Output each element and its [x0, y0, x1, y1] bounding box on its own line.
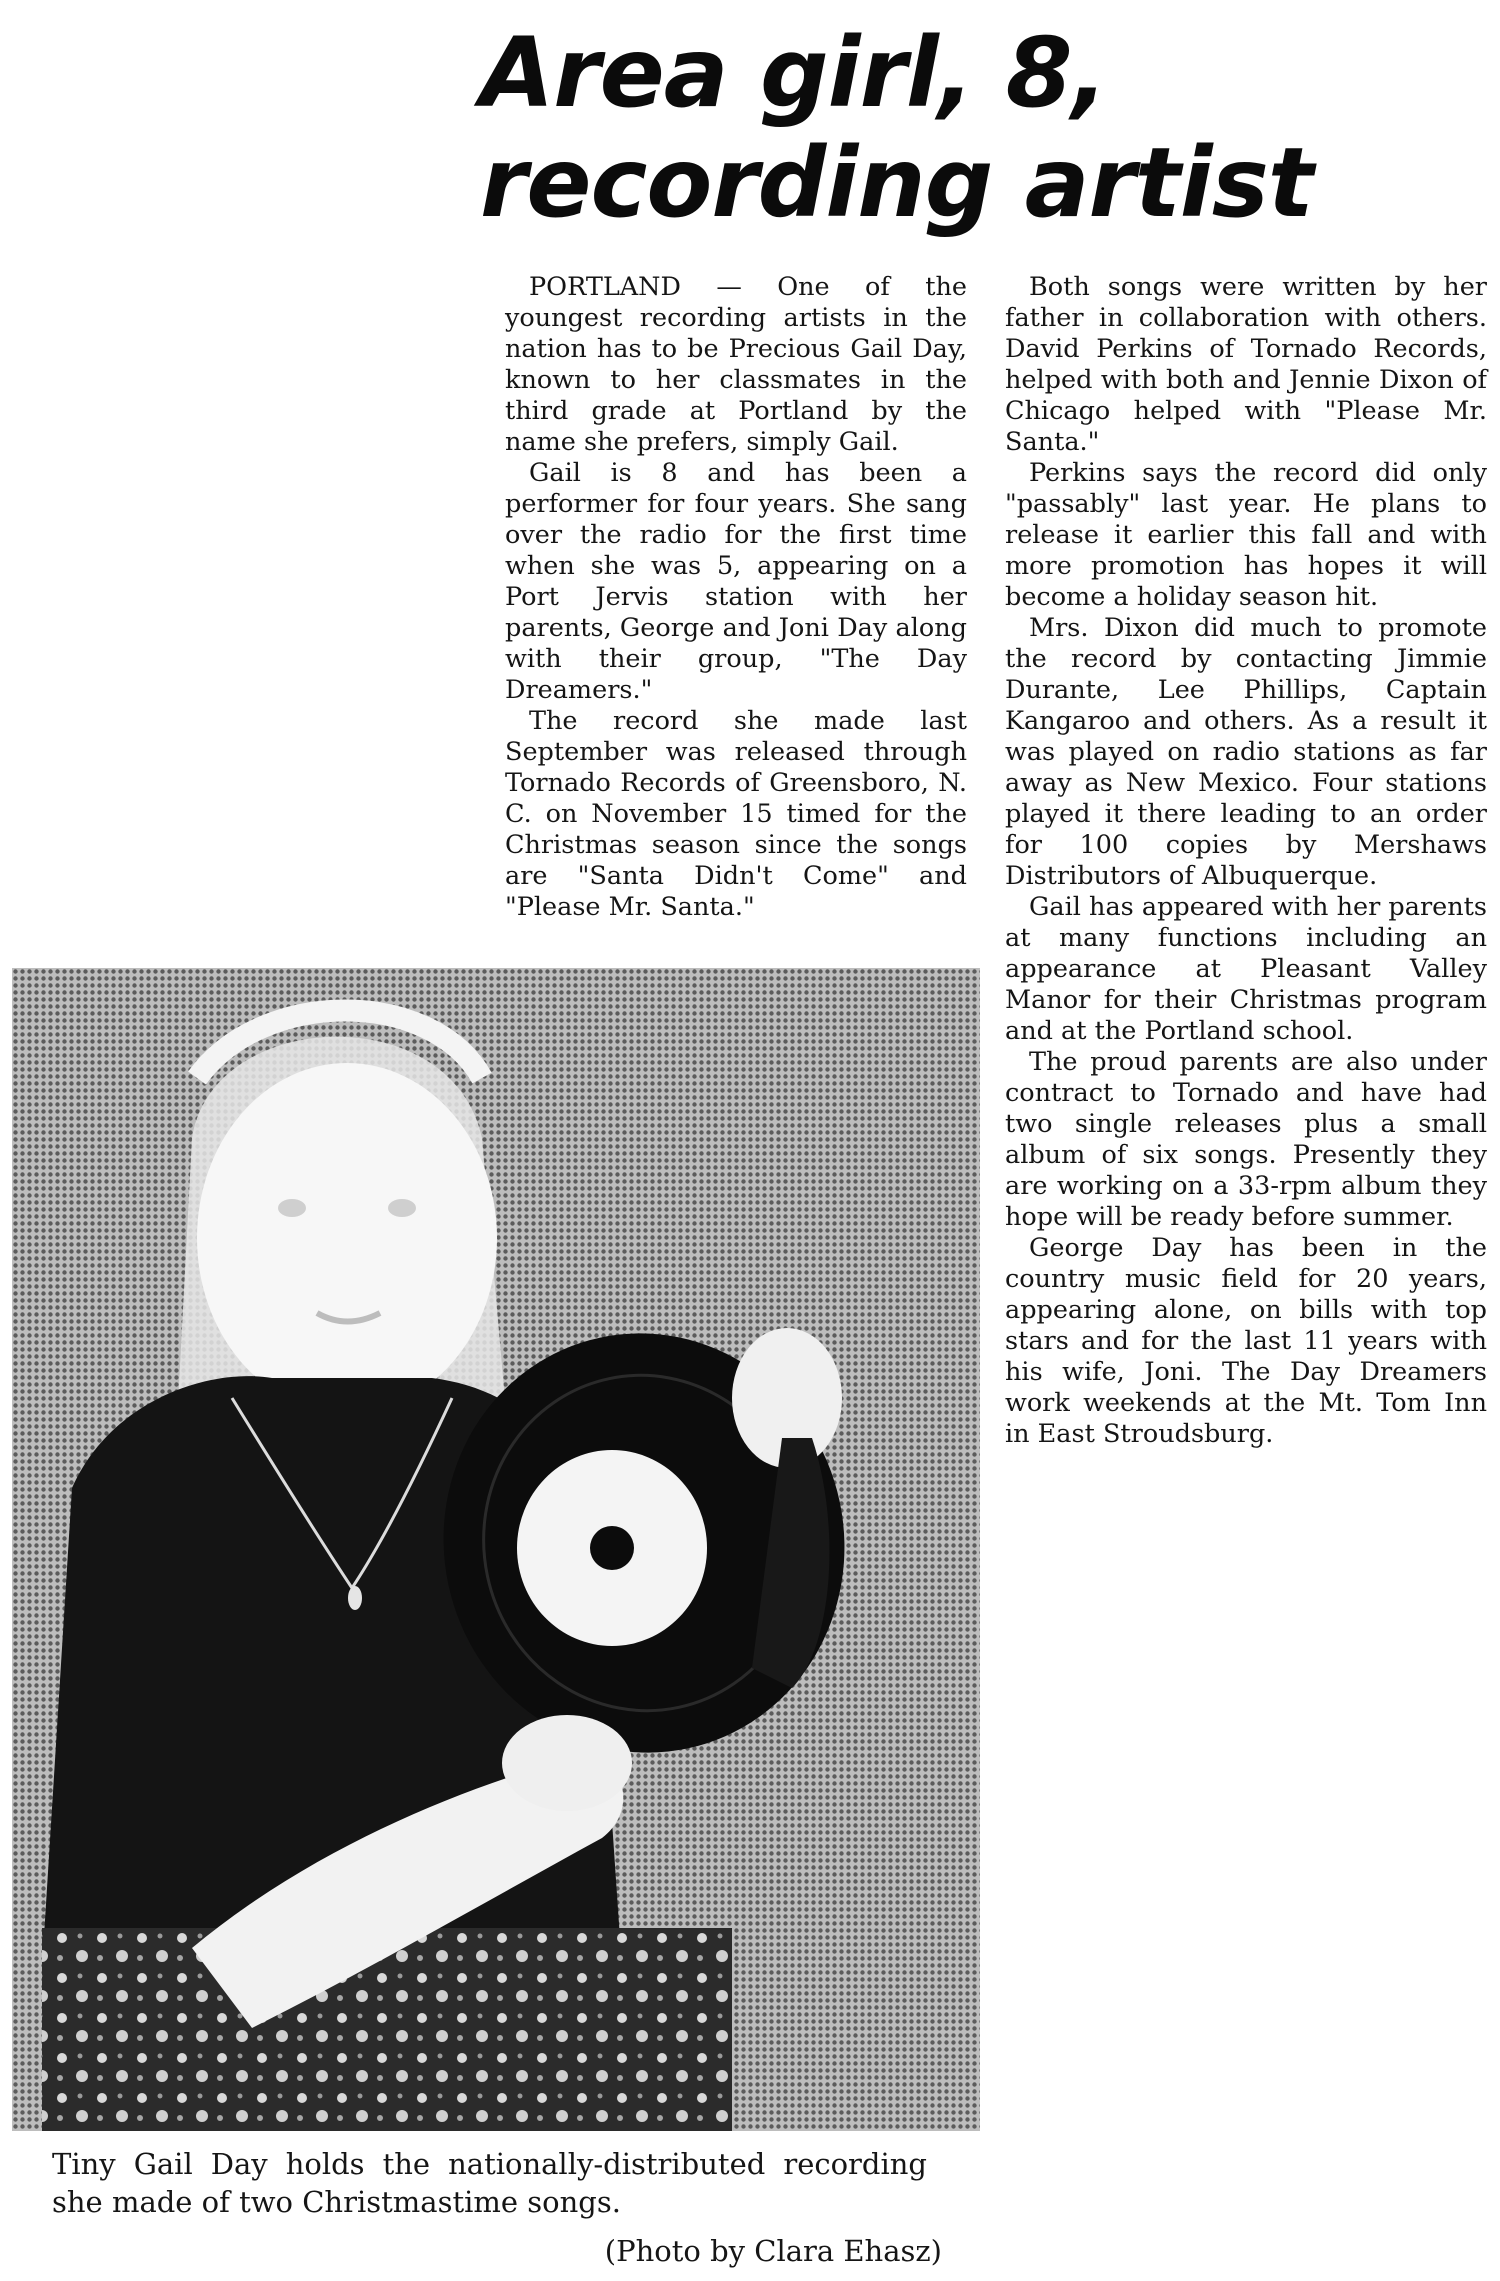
headline-line-2: recording artist	[480, 127, 1313, 239]
paragraph: Perkins says the record did only "passably" last year. He plans to release it earlier this fall and with more promotion has hopes it will become a holiday season hit.	[1005, 458, 1487, 612]
article-column-right	[1005, 272, 1487, 1450]
paragraph: The proud parents are also under contract to Tornado and have had two single releases plus a small album of six songs. Presently they are working on a 33-rpm album they hope will be ready before summer.	[1005, 1047, 1487, 1232]
photo-girl-with-record	[12, 968, 980, 2131]
paragraph: Mrs. Dixon did much to promote the record by contacting Jimmie Durante, Lee Phillips, Captain Kangaroo and others. As a result it was played on radio stations as far away as New Mexico. Four stations played it there leading to an order for 100 copies by Mershaws Distributors of Albuquerque.	[1005, 613, 1487, 891]
paragraph: PORTLAND — One of the youngest recording artists in the nation has to be Precious Gail Day, known to her classmates in the third grade at Portland by the name she prefers, simply Gail.	[505, 272, 967, 457]
article-column-left	[505, 272, 967, 923]
paragraph: Gail is 8 and has been a performer for four years. She sang over the radio for the first time when she was 5, appearing on a Port Jervis station with her parents, George and Joni Day along with their group, "The Day Dreamers."	[505, 458, 967, 705]
paragraph: George Day has been in the country music field for 20 years, appearing alone, on bills with top stars and for the last 11 years with his wife, Joni. The Day Dreamers work weekends at the Mt. Tom Inn in East Stroudsburg.	[1005, 1233, 1487, 1449]
headline-line-1: Area girl, 8,	[480, 17, 1107, 129]
paragraph: Gail has appeared with her parents at many functions including an appearance at Pleasant Valley Manor for their Christmas program and at the Portland school.	[1005, 892, 1487, 1046]
paragraph: Both songs were written by her father in collaboration with others. David Perkins of Tornado Records, helped with both and Jennie Dixon of Chicago helped with "Please Mr. Santa."	[1005, 272, 1487, 457]
photo-credit: (Photo by Clara Ehasz)	[604, 2234, 942, 2268]
photo-caption: Tiny Gail Day holds the nationally-distributed recording she made of two Christmastime songs.	[52, 2147, 927, 2219]
paragraph: The record she made last September was released through Tornado Records of Greensboro, N. C. on November 15 timed for the Christmas season since the songs are "Santa Didn't Come" and "Please Mr. Santa."	[505, 706, 967, 922]
headline	[480, 18, 1340, 238]
